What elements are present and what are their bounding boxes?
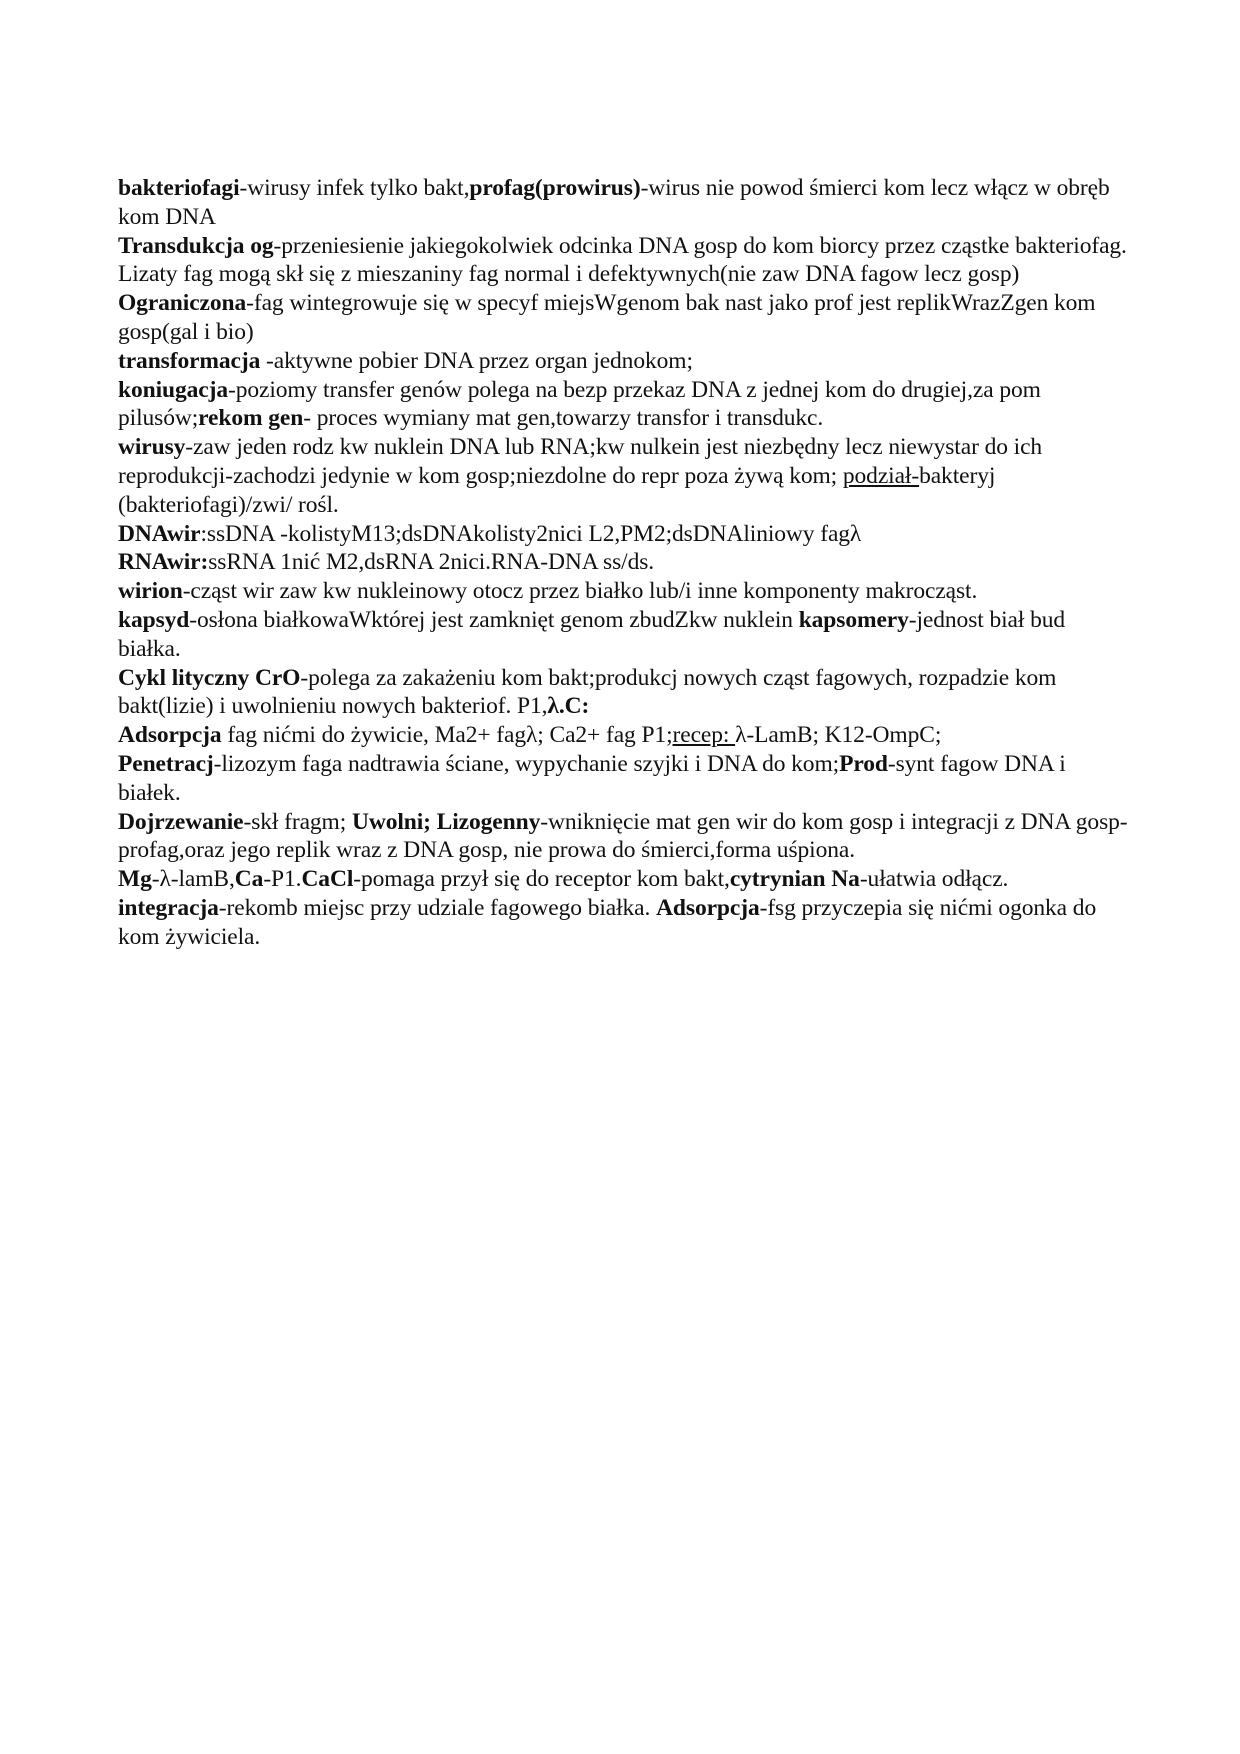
text-run: -λ-lamB, bbox=[151, 866, 235, 893]
document-body bbox=[118, 174, 1128, 952]
bold-term: CaCl bbox=[301, 866, 354, 893]
bold-term: koniugacja bbox=[118, 376, 228, 403]
bold-term: rekom gen bbox=[198, 405, 304, 432]
bold-term: Penetracj bbox=[118, 750, 214, 777]
paragraph bbox=[118, 548, 1128, 577]
bold-term: Prod bbox=[839, 750, 888, 777]
text-run: λ-LamB; K12-OmpC; bbox=[735, 722, 942, 749]
text-run: -wirus nie powod śmierci kom lecz włącz w obręb kom DNA bbox=[118, 175, 1110, 230]
paragraph bbox=[118, 376, 1128, 434]
paragraph bbox=[118, 577, 1128, 606]
bold-term: Cykl lityczny CrO bbox=[118, 664, 301, 691]
text-run: -zaw jeden rodz kw nuklein DNA lub RNA;kw nulkein jest niezbędny lecz niewystar do ich reprodukcji-zachodzi jedynie w kom gosp;niezdolne do repr poza żywą kom; bbox=[118, 434, 1043, 489]
text-run: -polega za zakażeniu kom bakt;produkcj nowych cząst fagowych, rozpadzie kom bakt(lizie) i uwolnieniu nowych bakteriof. P1, bbox=[118, 664, 1057, 720]
text-run: -cząst wir zaw kw nukleinowy otocz przez białko lub/i inne komponenty makrocząst. bbox=[182, 578, 978, 605]
text-run: fag nićmi do żywicie, Ma2+ fagλ; Ca2+ fag P1; bbox=[221, 722, 673, 749]
text-run: -wniknięcie mat gen wir do kom gosp i integracji z DNA gosp-profag,oraz jego replik wraz z DNA gosp, nie prowa do śmierci,forma uśpiona. bbox=[118, 808, 1128, 864]
paragraph bbox=[118, 347, 1128, 376]
bold-term: kapsyd bbox=[118, 606, 190, 633]
bold-term: Adsorpcja bbox=[118, 722, 222, 749]
paragraph bbox=[118, 721, 1128, 750]
bold-term: Ca bbox=[234, 866, 264, 893]
bold-term: Dojrzewanie bbox=[118, 808, 244, 835]
paragraph bbox=[118, 808, 1128, 866]
paragraph bbox=[118, 232, 1128, 290]
text-run: ssRNA 1nić M2,dsRNA 2nici.RNA-DNA ss/ds. bbox=[208, 549, 655, 576]
paragraph bbox=[118, 433, 1128, 519]
bold-term: DNAwir bbox=[118, 520, 201, 547]
paragraph bbox=[118, 520, 1128, 549]
bold-term: λ.C: bbox=[547, 693, 590, 720]
text-run: -poziomy transfer genów polega na bezp przekaz DNA z jednej kom do drugiej,za pom pilusów; bbox=[118, 376, 1041, 432]
paragraph bbox=[118, 664, 1128, 722]
paragraph bbox=[118, 750, 1128, 808]
paragraph bbox=[118, 606, 1128, 664]
text-run: -ułatwia odłącz. bbox=[859, 866, 1009, 893]
text-run: -wirusy infek tylko bakt, bbox=[239, 175, 470, 201]
bold-term: profag(prowirus) bbox=[469, 175, 641, 201]
underlined-text: podział- bbox=[842, 462, 920, 489]
text-run: -fsg przyczepia się nićmi ogonka do kom żywiciela. bbox=[118, 894, 1097, 950]
text-run: -osłona białkowaWktórej jest zamknięt genom zbudZkw nuklein bbox=[189, 606, 799, 633]
text-run: -synt fagow DNA i białek. bbox=[118, 750, 1066, 806]
text-run: -fag wintegrowuje się w specyf miejsWgenom bak nast jako prof jest replikWrazZgen kom gosp(gal i bio) bbox=[118, 290, 1096, 345]
paragraph bbox=[118, 174, 1128, 232]
bold-term: integracja bbox=[118, 894, 219, 921]
text-run: -skł fragm; bbox=[243, 808, 352, 835]
bold-term: transformacja bbox=[118, 347, 267, 374]
bold-term: Transdukcja og bbox=[118, 232, 274, 259]
bold-term: Uwolni; Lizogenny bbox=[351, 808, 541, 835]
underlined-text: recep: bbox=[672, 722, 736, 749]
paragraph bbox=[118, 865, 1128, 894]
bold-term: Ograniczona bbox=[118, 290, 247, 317]
bold-term: cytrynian Na bbox=[729, 866, 860, 893]
text-run: -przeniesienie jakiegokolwiek odcinka DNA gosp do kom biorcy przez cząstke bakteriofag. Lizaty fag mogą skł się z mieszaniny fag normal i defektywnych(nie zaw DNA fagow lecz gosp) bbox=[118, 232, 1127, 288]
text-run: -rekomb miejsc przy udziale fagowego białka. bbox=[218, 894, 657, 921]
paragraph bbox=[118, 289, 1128, 347]
text-run: -aktywne pobier DNA przez organ jednokom; bbox=[266, 347, 693, 374]
text-run: - proces wymiany mat gen,towarzy transfor i transdukc. bbox=[303, 405, 824, 432]
paragraph bbox=[118, 894, 1128, 952]
document-page bbox=[118, 174, 1128, 952]
bold-term: bakteriofagi bbox=[118, 175, 240, 201]
bold-term: Adsorpcja bbox=[656, 894, 760, 921]
bold-term: kapsomery bbox=[798, 606, 909, 633]
bold-term: wirion bbox=[118, 578, 183, 605]
text-run: :ssDNA -kolistyM13;dsDNAkolisty2nici L2,PM2;dsDNAliniowy fagλ bbox=[200, 520, 862, 547]
bold-term: Mg bbox=[118, 866, 152, 893]
text-run: bakteryj (bakteriofagi)/zwi/ rośl. bbox=[118, 462, 996, 518]
text-run: -jednost biał bud białka. bbox=[118, 606, 1066, 662]
bold-term: wirusy bbox=[118, 434, 186, 461]
text-run: -P1. bbox=[263, 866, 302, 893]
text-run: -lizozym faga nadtrawia ściane, wypychanie szyjki i DNA do kom; bbox=[213, 750, 840, 777]
text-run: -pomaga przył się do receptor kom bakt, bbox=[353, 866, 730, 893]
bold-term: RNAwir: bbox=[118, 549, 209, 576]
